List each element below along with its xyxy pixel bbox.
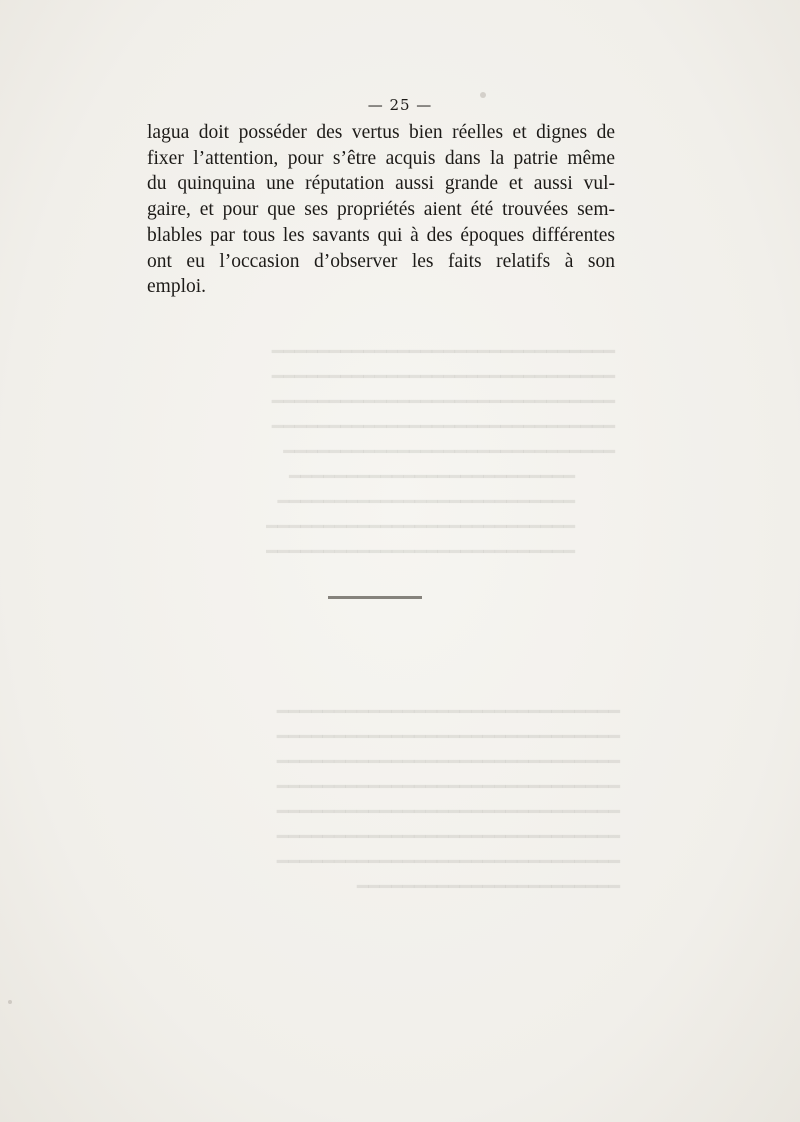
paragraph-line: fixer l’attention, pour s’être acquis dans la patrie même <box>147 147 615 169</box>
show-through-text: ━━━━━━━━━━━━━━━━━━━━━━━━━━━━━━ ━━━━━━━━━━━━━━━━━━━━━━━━━━━━━━ ━━━━━━━━━━━━━━━━━━━━━━━━━━━━━━ ━━━━━━━━━━━━━━━━━━━━━━━━━━━━━━ ━━━━━━━━━━━━━━━━━━━━━━━━━━━━━ ━━━━━━━━━━━━━━━━━━━━━━━━━ ━━━━━━━━━━━━━━━━━━━━━━━━━━ ━━━━━━━━━━━━━━━━━━━━━━━━━━━ ━━━━━━━━━━━━━━━━━━━━━━━━━━━ <box>266 342 615 563</box>
paper-speck <box>8 1000 12 1004</box>
paragraph-line: emploi. <box>147 276 207 298</box>
paragraph-line: lagua doit posséder des vertus bien réelles et dignes de <box>147 122 615 143</box>
paragraph-line: gaire, et pour que ses propriétés aient été trouvées sem- <box>147 199 615 221</box>
page-number: — 25 — <box>367 96 433 114</box>
paragraph-line: du quinquina une réputation aussi grande et aussi vul- <box>147 173 615 195</box>
paragraph-line: ont eu l’occasion d’observer les faits relatifs à son <box>147 250 615 272</box>
show-through-text: ━━━━━━━━━━━━━━━━━━━━━━━━━━━━━━ ━━━━━━━━━━━━━━━━━━━━━━━━━━━━━━ ━━━━━━━━━━━━━━━━━━━━━━━━━━━━━━ ━━━━━━━━━━━━━━━━━━━━━━━━━━━━━━ ━━━━━━━━━━━━━━━━━━━━━━━━━━━━━━ ━━━━━━━━━━━━━━━━━━━━━━━━━━━━━━ ━━━━━━━━━━━━━━━━━━━━━━━━━━━━━━ ━━━━━━━━━━━━━━━━━━━━━━━ <box>276 702 620 898</box>
body-paragraph <box>147 120 615 300</box>
paragraph-line: blables par tous les savants qui à des époques différentes <box>147 224 615 246</box>
show-through-rule <box>328 596 422 599</box>
